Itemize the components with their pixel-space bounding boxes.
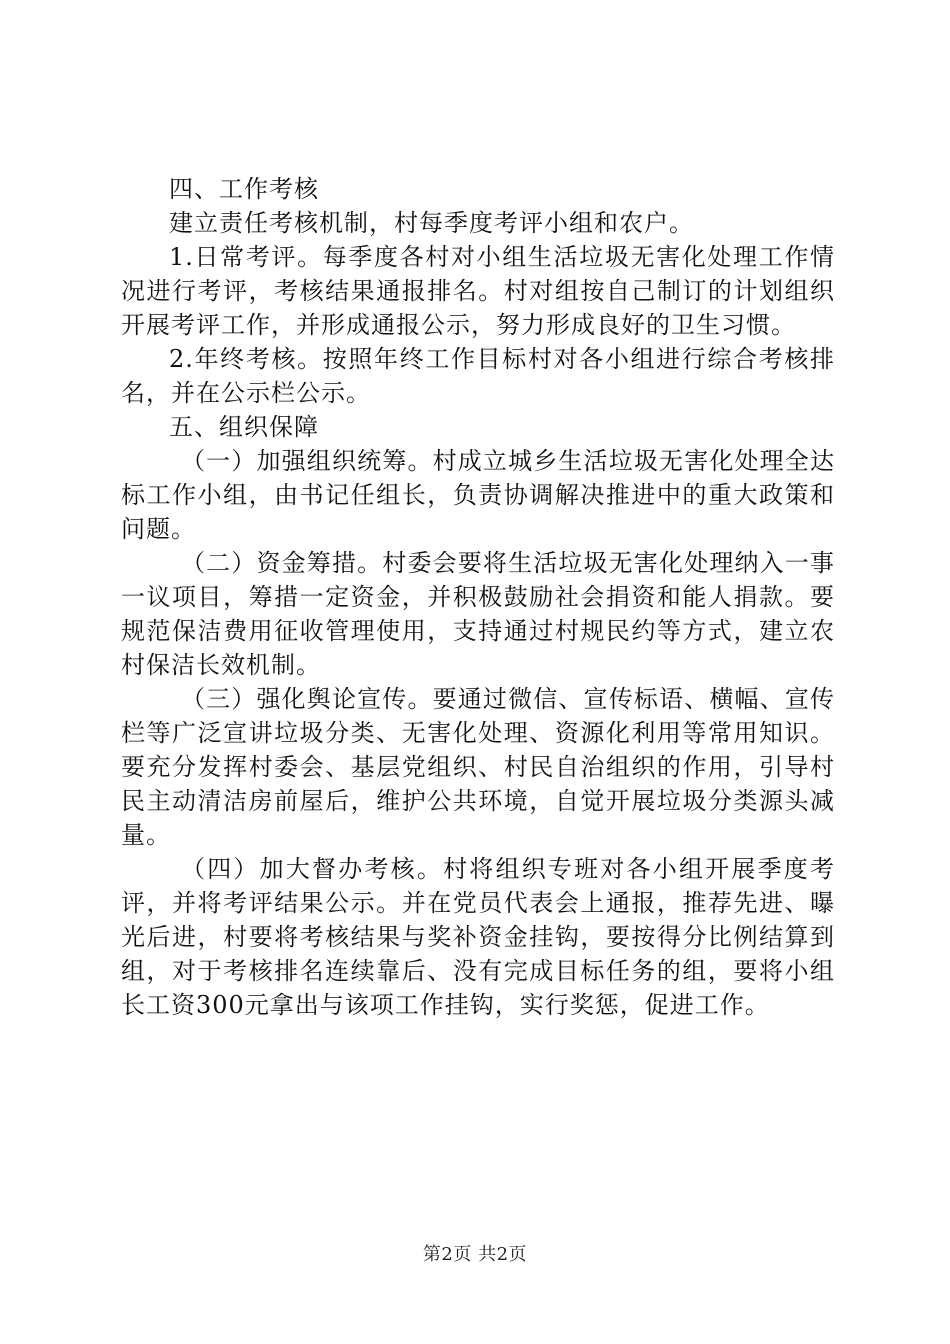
page-footer: 第2页 共2页: [422, 1244, 528, 1265]
paragraph-supervision: （四）加大督办考核。村将组织专班对各小组开展季度考评，并将考评结果公示。并在党员代表会上通报，推荐先进、曝光后进，村要将考核结果与奖补资金挂钩，要按得分比例结算到组，对于考核排名连续靠后、没有完成目标任务的组，要将小组长工资300元拿出与该项工作挂钩，实行奖惩，促进工作。: [121, 855, 835, 1019]
paragraph-coordination: （一）加强组织统筹。村成立城乡生活垃圾无害化处理全达标工作小组，由书记任组长，负责协调解决推进中的重大政策和问题。: [121, 447, 835, 543]
paragraph-annual-assessment: 2.年终考核。按照年终工作目标村对各小组进行综合考核排名，并在公示栏公示。: [121, 345, 835, 407]
paragraph-daily-assessment: 1.日常考评。每季度各村对小组生活垃圾无害化处理工作情况进行考评，考核结果通报排名。村对组按自己制订的计划组织开展考评工作，并形成通报公示，努力形成良好的卫生习惯。: [121, 243, 835, 339]
paragraph-publicity: （三）强化舆论宣传。要通过微信、宣传标语、横幅、宣传栏等广泛宣讲垃圾分类、无害化处理、资源化利用等常用知识。要充分发挥村委会、基层党组织、村民自治组织的作用，引导村民主动清洁房前屋后，维护公共环境，自觉开展垃圾分类源头减量。: [121, 685, 835, 849]
section-heading-work-assessment: 四、工作考核: [169, 175, 319, 203]
paragraph-mechanism: 建立责任考核机制，村每季度考评小组和农户。: [169, 209, 694, 237]
paragraph-funding: （二）资金筹措。村委会要将生活垃圾无害化处理纳入一事一议项目，筹措一定资金，并积极鼓励社会捐资和能人捐款。要规范保洁费用征收管理使用，支持通过村规民约等方式，建立农村保洁长效机制。: [121, 549, 835, 679]
document-body: [121, 172, 835, 1022]
section-heading-organization: 五、组织保障: [169, 413, 319, 441]
